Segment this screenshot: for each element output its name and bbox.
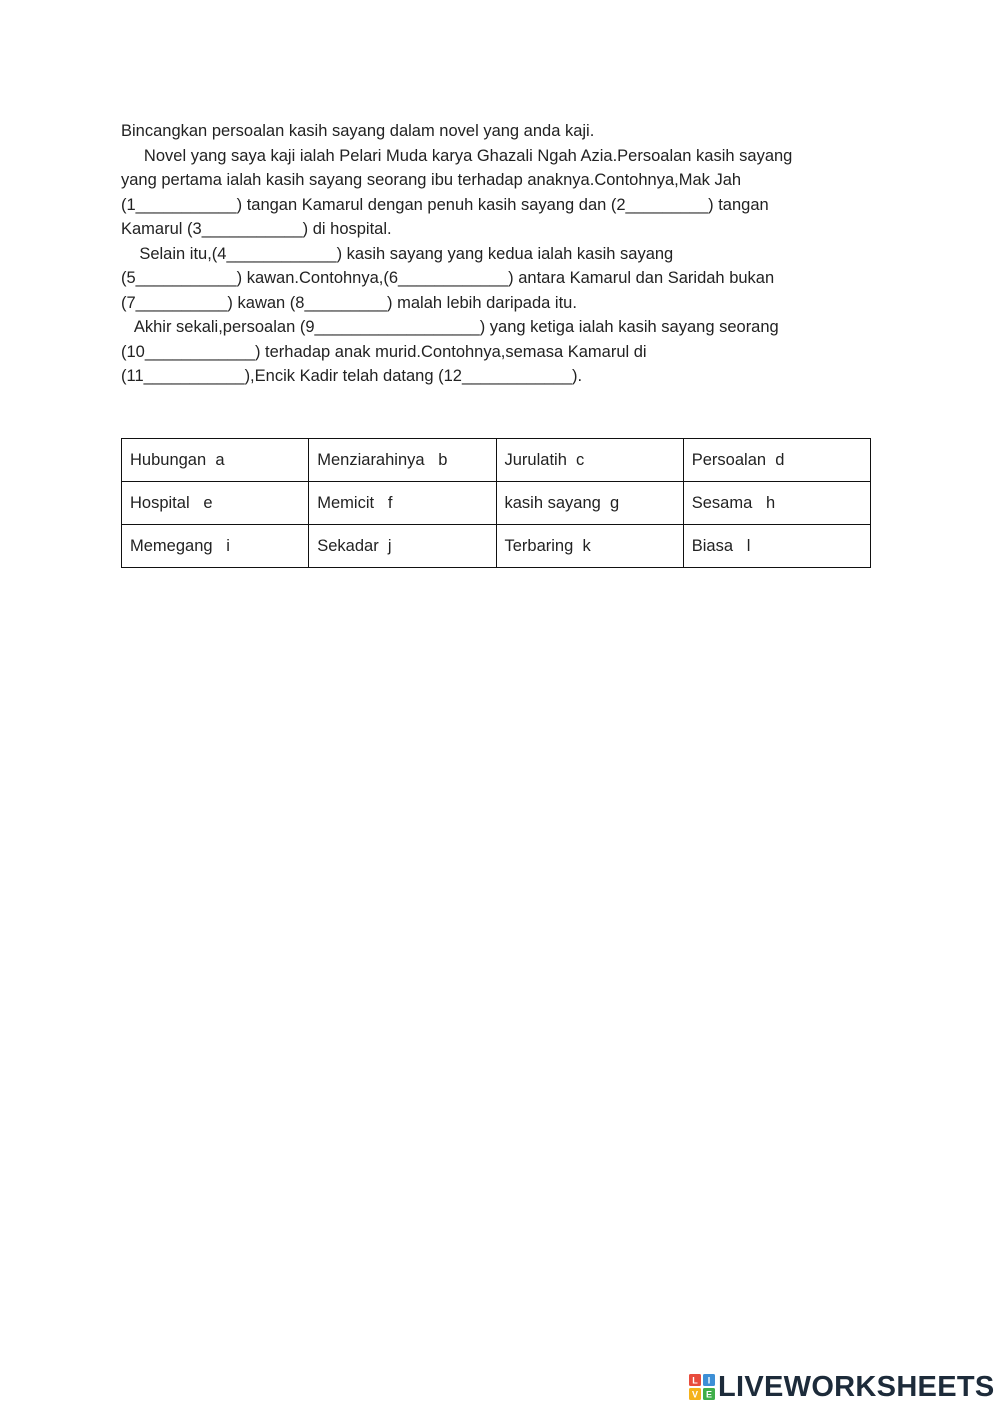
word-bank-cell: Biasa l [683, 525, 870, 568]
word-bank-cell: Jurulatih c [496, 439, 683, 482]
logo-icon-letter: V [691, 1389, 699, 1400]
liveworksheets-logo-icon [689, 1374, 715, 1400]
logo-icon-letter: L [692, 1375, 698, 1386]
paragraph-line: (1___________) tangan Kamarul dengan penuh kasih sayang dan (2_________) tangan [121, 195, 769, 214]
word-bank-cell: Persoalan d [683, 439, 870, 482]
paragraph-line: Selain itu,(4____________) kasih sayang yang kedua ialah kasih sayang [121, 244, 674, 263]
word-bank-cell: Memicit f [309, 482, 496, 525]
logo-wordmark: LIVEWORKSHEETS [718, 1371, 995, 1403]
word-bank-cell: Hubungan a [122, 439, 309, 482]
word-bank-cell: Hospital e [122, 482, 309, 525]
word-bank-table [121, 438, 871, 568]
paragraph-line: yang pertama ialah kasih sayang seorang ibu terhadap anaknya.Contohnya,Mak Jah [121, 171, 742, 189]
liveworksheets-logo [689, 1372, 995, 1402]
paragraph-line: Akhir sekali,persoalan (9__________________) yang ketiga ialah kasih sayang seorang [121, 318, 779, 336]
word-bank-cell: Sekadar j [309, 525, 496, 568]
word-bank-cell: Memegang i [122, 525, 309, 568]
paragraph-line: (5___________) kawan.Contohnya,(6____________) antara Kamarul dan Saridah bukan [121, 269, 775, 287]
question-line: Bincangkan persoalan kasih sayang dalam novel yang anda kaji. [121, 122, 595, 140]
table-row [122, 482, 871, 525]
paragraph-line: Novel yang saya kaji ialah Pelari Muda karya Ghazali Ngah Azia.Persoalan kasih sayang [121, 146, 793, 165]
word-bank-cell: kasih sayang g [496, 482, 683, 525]
paragraph-line: (10____________) terhadap anak murid.Contohnya,semasa Kamarul di [121, 342, 647, 361]
word-bank-cell: Terbaring k [496, 525, 683, 568]
table-row [122, 525, 871, 568]
logo-icon-letter: I [707, 1375, 711, 1386]
word-bank-cell: Menziarahinya b [309, 439, 496, 482]
paragraph-line: (11___________),Encik Kadir telah datang (12____________). [121, 367, 583, 385]
word-bank-cell: Sesama h [683, 482, 870, 525]
paragraph-line: (7__________) kawan (8_________) malah lebih daripada itu. [121, 293, 577, 312]
table-row [122, 439, 871, 482]
logo-icon-letter: E [705, 1389, 713, 1400]
paragraph-line: Kamarul (3___________) di hospital. [121, 220, 392, 238]
